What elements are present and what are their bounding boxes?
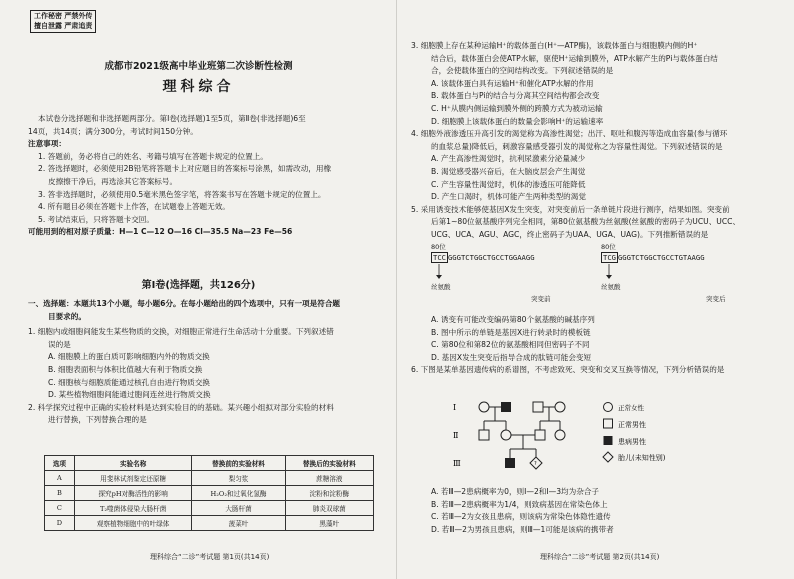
table-cell: 观察植物细胞中的叶绿体 <box>74 516 192 531</box>
table-cell: 肺炎双球菌 <box>285 501 373 516</box>
q2-stem: 2. 科学探究过程中正确的实验材料是达到实验目的的基础。某兴趣小组拟对部分实验的材料 <box>28 402 334 412</box>
table-cell: 探究pH对酶活性的影响 <box>74 486 192 501</box>
legend-fetus-icon <box>603 452 613 462</box>
q5-option-b: B. 图中所示的单链是基因X进行转录时的模板链 <box>431 327 591 337</box>
table-cell: T₂噬菌体侵染大肠杆菌 <box>74 501 192 516</box>
question-block-5-options <box>411 314 781 377</box>
q3-stem: 3. 细胞膜上存在某种运输H⁺的载体蛋白(H⁺—ATP酶)，该载体蛋白与细胞膜内侧的H⁺ <box>411 41 698 50</box>
table-row <box>45 471 374 486</box>
q1-stem: 1. 细胞内或细胞间能发生某些物质的交换，对细胞正常进行生命活动十分重要。下列叙述错 <box>28 327 334 337</box>
part-title: 第Ⅰ卷(选择题，共126分) <box>141 280 256 291</box>
sequence-before <box>431 253 535 262</box>
note-item: 3. 答非选择题时，必须使用0.5毫米黑色签字笔，将答案书写在答题卡规定的位置上。 <box>38 189 326 199</box>
right-footer: 理科综合“二诊”考试题 第2页(共14页) <box>540 553 660 561</box>
table-cell: D <box>45 516 75 531</box>
female-normal-icon <box>555 430 565 440</box>
note-item: 1. 答题前，务必将自己的姓名、考籍号填写在答题卡规定的位置上。 <box>38 151 268 161</box>
intro-line: 本试卷分选择题和非选择题两部分。第Ⅰ卷(选择题)1至5页，第Ⅱ卷(非选择题)6至 <box>38 114 306 123</box>
table-cell: 大肠杆菌 <box>192 501 285 516</box>
q4-stem: 4. 细胞外液渗透压升高引发的渴觉称为高渗性渴觉；出汗、呕吐和腹泻等造成血容量(参与循环 <box>411 129 728 139</box>
fetus-question-icon: ? <box>534 461 537 467</box>
q1-stem: 误的是 <box>48 339 71 349</box>
q1-option-a: A. 细胞膜上的蛋白质可影响细胞内外的物质交换 <box>48 352 210 362</box>
seq-arrows <box>431 263 771 281</box>
q1-option-c: C. 细胞核与细胞质能通过核孔自由进行物质交换 <box>48 377 211 387</box>
table-cell: A <box>45 471 75 486</box>
arrow-head <box>606 275 612 279</box>
table-header-row <box>45 456 374 471</box>
q2-stem: 进行替换，下列替换合理的是 <box>48 415 147 425</box>
q3-stem: 结合后，载体蛋白会使ATP水解，驱使H⁺运输到膜外，ATP水解产生的Pi与载体蛋白结 <box>431 53 718 63</box>
q4-option-c: C. 产生容量性渴觉时，机体的渗透压可能降低 <box>431 179 586 189</box>
subject-title: 理科综合 <box>162 79 235 95</box>
note-item: 2. 答选择题时，必须使用2B铅笔将答题卡上对应题目的答案标号涂黑，如需改动，用橡 <box>38 164 332 174</box>
table-cell: C <box>45 501 75 516</box>
question-block-3-5 <box>411 40 781 242</box>
q1-option-b: B. 细胞表面积与体积比值越大有利于物质交换 <box>48 364 203 374</box>
table-cell: H₂O₂和过氧化氢酶 <box>192 486 285 501</box>
q6-option-d: D. 若Ⅲ—2为男孩且患病，则Ⅲ—1可能是该病的携带者 <box>431 524 614 534</box>
legend-label: 胎儿(未知性别) <box>618 454 666 462</box>
table-header: 替换前的实验材料 <box>192 456 285 471</box>
male-normal-icon <box>479 430 489 440</box>
sequence-after-rest: GGGTCTGGCTGCCTGTAAGG <box>617 253 705 262</box>
q4-option-a: A. 产生高渗性渴觉时，抗利尿激素分泌量减少 <box>431 154 586 164</box>
gen-label-III: Ⅲ <box>453 459 461 468</box>
intro-block <box>28 113 384 239</box>
male-normal-icon <box>533 402 543 412</box>
question-block-1 <box>28 298 384 427</box>
secret-stamp <box>30 10 96 33</box>
label-after: 突变后 <box>706 295 726 303</box>
note-item: 5. 考试结束后，只将答题卡交回。 <box>38 214 154 224</box>
female-normal-icon <box>501 430 511 440</box>
section-heading: 一、选择题：本题共13个小题，每小题6分。在每小题给出的四个选项中，只有一项是符合题 <box>28 299 341 308</box>
sequence-after <box>601 253 705 262</box>
pedigree-chart <box>448 397 788 482</box>
q3-option-b: B. 载体蛋白与Pi的结合与分离其空间结构都会改变 <box>431 91 600 101</box>
male-affected-icon <box>505 458 515 468</box>
notes-title: 注意事项： <box>28 139 66 149</box>
q3-option-d: D. 细胞膜上该载体蛋白的数量会影响H⁺的运输速率 <box>431 116 604 126</box>
q5-option-d: D. 基因X发生突变后指导合成的肽链可能会变短 <box>431 352 592 362</box>
q5-option-c: C. 第80位和第82位的氨基酸相同但密码子不同 <box>431 340 590 350</box>
q4-option-b: B. 渴觉感受器兴奋后，在大脑皮层会产生渴觉 <box>431 166 586 176</box>
note-item: 皮擦擦干净后，再选涂其它答案标号。 <box>48 176 178 186</box>
q6-option-c: C. 若Ⅲ—2为女孩且患病，则该病为常染色体隐性遗传 <box>431 512 611 522</box>
table-cell: 用斐林试剂鉴定还原糖 <box>74 471 192 486</box>
gen-label-I: Ⅰ <box>453 403 457 412</box>
atomic-mass: 可能用到的相对原子质量：H—1 C—12 O—16 Cl—35.5 Na—23 Fe—56 <box>28 227 293 237</box>
female-normal-icon <box>555 402 565 412</box>
legend-label: 正常女性 <box>618 404 644 412</box>
q3-option-a: A. 该载体蛋白具有运输H⁺和催化ATP水解的作用 <box>431 78 594 88</box>
intro-line: 14页，共14页；满分300分，考试时间150分钟。 <box>28 126 198 136</box>
arrow-head <box>436 275 442 279</box>
sequence-figure <box>431 242 771 312</box>
q6-option-a: A. 若Ⅲ—2患病概率为0，则Ⅰ—2和Ⅰ—3均为杂合子 <box>431 487 600 496</box>
q5-stem: UCG、UCA、AGU、AGC，终止密码子为UAA、UGA、UAG)。下列推断错误的是 <box>431 229 709 239</box>
sequence-before-rest: GGGTCTGGCTGCCTGGAAGG <box>447 253 535 262</box>
q3-option-c: C. H⁺从膜内侧运输到膜外侧的跨膜方式为被动运输 <box>431 103 603 113</box>
table-row <box>45 501 374 516</box>
q6-stem: 6. 下图是某单基因遗传病的系谱图，不考虑致死、突变和交叉互换等情况，下列分析错误的是 <box>411 365 725 375</box>
question-block-6-options <box>411 486 781 536</box>
q3-stem: 合，会使载体蛋白的空间结构改变。下列叙述错误的是 <box>431 66 614 76</box>
q4-option-d: D. 产生口渴时，机体可能产生两种类型的渴觉 <box>431 192 586 202</box>
table-cell: 淀粉和淀粉酶 <box>285 486 373 501</box>
legend-label: 患病男性 <box>618 438 646 446</box>
q2-table <box>44 455 374 531</box>
note-item: 4. 所有题目必须在答题卡上作答，在试题卷上答题无效。 <box>38 202 230 212</box>
legend-label: 正常男性 <box>618 421 646 429</box>
secret-line-2: 擅自泄露 严肃追责 <box>34 21 93 30</box>
q5-stem: 后第1~80位氨基酸序列完全相同，第80位氨基酸为丝氨酸(丝氨酸的密码子为UCU、UCC、 <box>431 217 741 227</box>
seq-position-label: 80位 <box>431 243 446 251</box>
seq-ser-label: 丝氨酸 <box>431 283 451 291</box>
codon-80-before: TCC <box>433 253 446 262</box>
table-header: 替换后的实验材料 <box>285 456 373 471</box>
left-footer: 理科综合“二诊”考试题 第1页(共14页) <box>150 553 270 561</box>
exam-title: 成都市2021级高中毕业班第二次诊断性检测 <box>104 61 293 72</box>
seq-ser-label: 丝氨酸 <box>601 283 621 291</box>
q1-option-d: D. 某些植物细胞间能通过胞间连丝进行物质交换 <box>48 390 211 400</box>
table-cell: 黑藻叶 <box>285 516 373 531</box>
label-before: 突变前 <box>531 295 551 303</box>
secret-line-1: 工作秘密 严禁外传 <box>34 12 93 20</box>
q4-stem: 的血浆总量)降低后，刺激容量感受器引发的渴觉称之为容量性渴觉。下列叙述错误的是 <box>431 141 723 151</box>
table-header: 实验名称 <box>74 456 192 471</box>
q5-stem: 5. 采用诱变技术能够使基因X发生突变，对突变前后一条单链片段进行测序，结果如图。突变前 <box>411 204 730 214</box>
section-heading: 目要求的。 <box>48 311 86 321</box>
legend-female-normal-icon <box>604 403 613 412</box>
table-row <box>45 486 374 501</box>
q5-option-a: A. 诱变有可能改变编码第80个氨基酸的碱基序列 <box>431 315 595 324</box>
table-cell: 菠菜叶 <box>192 516 285 531</box>
table-cell: B <box>45 486 75 501</box>
table-row <box>45 516 374 531</box>
gen-label-II: Ⅱ <box>453 431 459 440</box>
legend-male-normal-icon <box>604 419 613 428</box>
male-normal-icon <box>535 430 545 440</box>
legend-male-affected-icon <box>604 436 613 445</box>
table-header: 选项 <box>45 456 75 471</box>
seq-position-label: 80位 <box>601 243 616 251</box>
codon-80-after: TCG <box>603 253 616 262</box>
male-affected-icon <box>501 402 511 412</box>
female-normal-icon <box>479 402 489 412</box>
q6-option-b: B. 若Ⅲ—2患病概率为1/4，则致病基因在常染色体上 <box>431 499 608 509</box>
table-cell: 梨匀浆 <box>192 471 285 486</box>
table-cell: 蔗糖溶液 <box>285 471 373 486</box>
